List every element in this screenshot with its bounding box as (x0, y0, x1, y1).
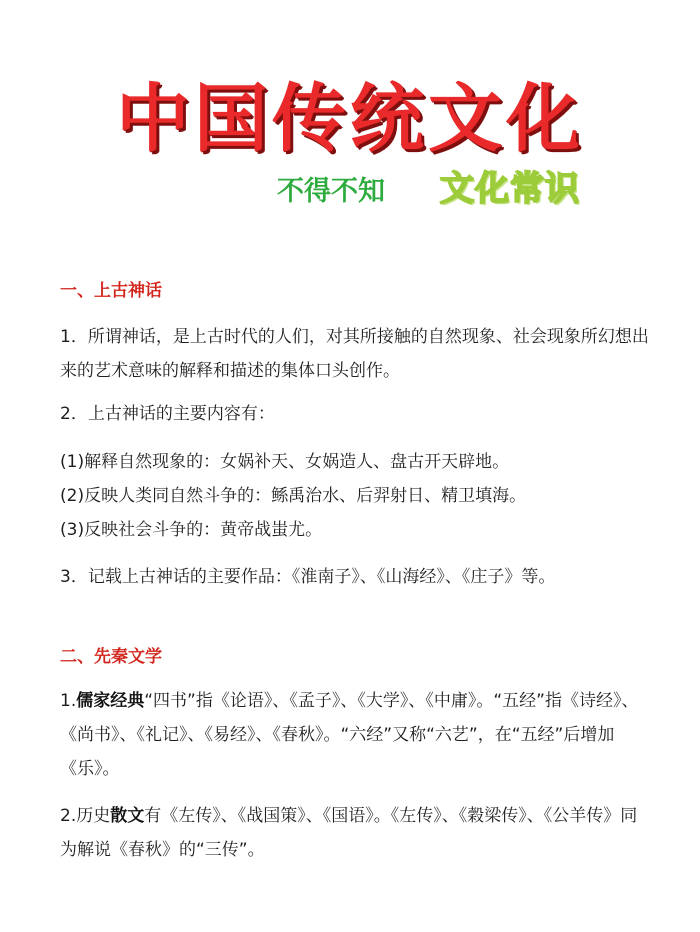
subtitle-must-know: 不得不知 (277, 176, 385, 207)
paragraph-historical-prose (60, 799, 650, 867)
paragraph-text: “四书”指《论语》、《孟子》、《大学》、《中庸》。“五经”指《诗经》、《尚书》、《礼记》、《易经》、《春秋》。“六经”又称“六艺”，在“五经”后增加《乐》。 (60, 691, 639, 779)
paragraph-myth-definition: 1．所谓神话，是上古时代的人们，对其所接触的自然现象、社会现象所幻想出来的艺术意味的解释和描述的集体口头创作。 (60, 327, 649, 381)
bold-term-confucian-classics: 儒家经典 (76, 691, 145, 711)
list-item-myth-content: (3)反映社会斗争的：黄帝战蚩尤。 (60, 520, 323, 540)
paragraph-myth-works: 3．记载上古神话的主要作品：《淮南子》、《山海经》、《庄子》等。 (60, 567, 556, 587)
paragraph-myth-content-intro: 2．上古神话的主要内容有： (60, 404, 275, 424)
list-item-myth-content: (2)反映人类同自然斗争的：鲧禹治水、后羿射日、精卫填海。 (60, 486, 527, 506)
list-item-myth-content: (1)解释自然现象的：女娲补天、女娲造人、盘古开天辟地。 (60, 452, 510, 472)
paragraph-number: 1. (60, 691, 77, 711)
section-heading-ancient-myths: 一、上古神话 (60, 281, 162, 301)
bold-term-prose: 散文 (110, 806, 145, 826)
page-title: 中国传统文化 (116, 76, 584, 162)
section-heading-pre-qin-literature: 二、先秦文学 (60, 647, 162, 667)
paragraph-confucian-classics (60, 684, 650, 786)
paragraph-number: 2.历史 (60, 806, 111, 826)
paragraph-text: 有《左传》、《战国策》、《国语》。《左传》、《穀梁传》、《公羊传》同为解说《春秋》的“三传”。 (60, 806, 638, 860)
subtitle-culture-knowledge: 文化常识 (440, 169, 580, 209)
